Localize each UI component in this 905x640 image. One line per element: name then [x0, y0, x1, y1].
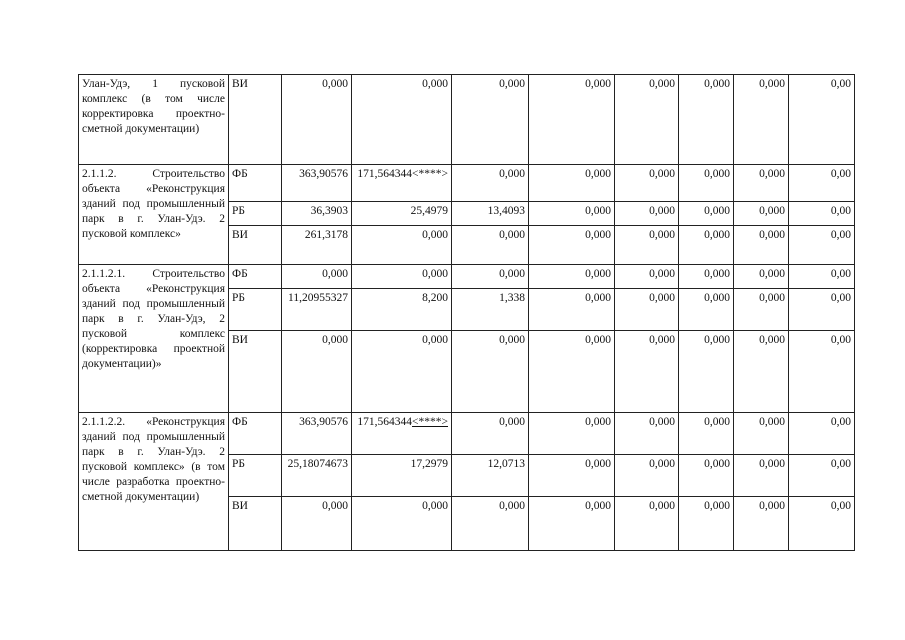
amount-cell	[615, 202, 679, 226]
amount-value: 0,000	[422, 500, 448, 512]
amount-value-continuation: 27	[336, 292, 348, 304]
amount-value: 25,4979	[410, 205, 448, 217]
amount-cell	[529, 165, 615, 202]
amount-cell	[615, 75, 679, 165]
amount-value: 0,000	[649, 458, 675, 470]
amount-value: 0,000	[759, 500, 785, 512]
amount-cell	[789, 413, 855, 455]
amount-cell	[789, 226, 855, 265]
amount-value: 0,000	[585, 416, 611, 428]
amount-value: 0,000	[499, 334, 525, 346]
amount-value: 363,90576	[299, 416, 348, 428]
amount-value: 0,000	[649, 416, 675, 428]
amount-value: 0,000	[585, 334, 611, 346]
amount-cell	[615, 226, 679, 265]
amount-value: 0,000	[322, 334, 348, 346]
funding-source-cell: ВИ	[229, 331, 282, 413]
amount-value: 0,000	[649, 168, 675, 180]
amount-cell	[679, 331, 734, 413]
amount-value: 0,000	[499, 168, 525, 180]
amount-cell	[679, 265, 734, 289]
object-name-cell: 2.1.1.2.1. Строительство объекта «Реконструкция зданий под промышленный парк в г. Улан-Удэ, 2 пусковой комплекс (корректировка проектной документации)»	[79, 265, 229, 413]
amount-value: 0,00	[830, 416, 851, 428]
amount-value: 1,338	[499, 292, 525, 304]
amount-cell	[734, 413, 789, 455]
amount-cell	[352, 413, 452, 455]
amount-cell	[679, 455, 734, 497]
amount-value: 0,000	[322, 78, 348, 90]
amount-value: 0,000	[704, 229, 730, 241]
amount-cell	[352, 289, 452, 331]
amount-cell	[352, 497, 452, 551]
amount-cell	[679, 497, 734, 551]
amount-cell	[679, 165, 734, 202]
amount-value: 0,000	[759, 416, 785, 428]
amount-value: 0,000	[759, 334, 785, 346]
amount-cell	[352, 165, 452, 202]
amount-cell	[734, 331, 789, 413]
financing-table	[78, 74, 855, 551]
amount-cell	[282, 165, 352, 202]
amount-value: 0,000	[759, 205, 785, 217]
funding-source-cell: РБ	[229, 202, 282, 226]
amount-value: 11,209553	[288, 292, 337, 304]
amount-value: 0,000	[759, 78, 785, 90]
amount-value: 0,00	[830, 168, 851, 180]
amount-cell	[529, 413, 615, 455]
funding-source-cell: ФБ	[229, 165, 282, 202]
amount-value: 0,00	[830, 292, 851, 304]
amount-value: 0,000	[499, 78, 525, 90]
amount-value: 0,000	[649, 268, 675, 280]
amount-value: 0,000	[499, 500, 525, 512]
amount-cell	[679, 289, 734, 331]
amount-value-continuation: 73	[336, 458, 348, 470]
amount-cell	[452, 497, 529, 551]
amount-value: 0,000	[649, 292, 675, 304]
amount-cell	[452, 165, 529, 202]
amount-cell	[352, 265, 452, 289]
amount-cell	[452, 265, 529, 289]
amount-cell	[352, 455, 452, 497]
amount-value: 0,000	[322, 268, 348, 280]
amount-value: 0,000	[499, 416, 525, 428]
amount-value: 0,000	[585, 78, 611, 90]
amount-cell	[529, 265, 615, 289]
funding-source-cell: ФБ	[229, 413, 282, 455]
amount-cell	[282, 289, 352, 331]
amount-cell	[789, 265, 855, 289]
amount-cell	[282, 226, 352, 265]
amount-cell	[734, 202, 789, 226]
amount-value: 0,00	[830, 205, 851, 217]
amount-cell	[679, 226, 734, 265]
amount-cell	[734, 75, 789, 165]
amount-cell	[352, 75, 452, 165]
amount-value: 0,000	[422, 229, 448, 241]
amount-value: 0,000	[759, 458, 785, 470]
amount-cell	[789, 289, 855, 331]
amount-cell	[529, 202, 615, 226]
amount-cell	[679, 202, 734, 226]
amount-cell	[615, 413, 679, 455]
amount-value: 0,000	[585, 458, 611, 470]
amount-cell	[615, 289, 679, 331]
amount-value: 0,000	[704, 334, 730, 346]
amount-value: 12,0713	[487, 458, 525, 470]
funding-source-cell: ВИ	[229, 75, 282, 165]
amount-cell	[529, 289, 615, 331]
table-row	[79, 413, 855, 455]
amount-cell	[282, 265, 352, 289]
object-name-cell: Улан-Удэ, 1 пусковой комплекс (в том числе корректировка проектно-сметной документации)	[79, 75, 229, 165]
amount-value: 363,90576	[299, 168, 348, 180]
amount-value: 0,000	[422, 78, 448, 90]
amount-cell	[452, 226, 529, 265]
amount-value: 13,4093	[487, 205, 525, 217]
amount-cell	[734, 226, 789, 265]
amount-value: 0,000	[422, 268, 448, 280]
table-row	[79, 75, 855, 165]
amount-cell	[352, 202, 452, 226]
amount-cell	[529, 455, 615, 497]
amount-cell	[452, 413, 529, 455]
amount-cell	[452, 455, 529, 497]
amount-cell	[452, 289, 529, 331]
amount-value: 0,000	[649, 78, 675, 90]
amount-cell	[282, 75, 352, 165]
amount-value: 0,000	[704, 458, 730, 470]
amount-cell	[734, 455, 789, 497]
amount-value: 0,000	[704, 292, 730, 304]
amount-value: 0,000	[704, 78, 730, 90]
funding-source-cell: ВИ	[229, 497, 282, 551]
amount-cell	[452, 202, 529, 226]
amount-cell	[789, 75, 855, 165]
amount-cell	[282, 497, 352, 551]
amount-value: 0,000	[649, 334, 675, 346]
amount-cell	[282, 413, 352, 455]
amount-value: 171,564344	[357, 416, 413, 428]
amount-cell	[282, 455, 352, 497]
amount-value: 0,000	[704, 168, 730, 180]
object-name-cell: 2.1.1.2.2. «Реконструкция зданий под промышленный парк в г. Улан-Удэ. 2 пусковой комплекс» (в том числе разработка проектно-сметной документации)	[79, 413, 229, 551]
amount-value: 0,000	[499, 229, 525, 241]
amount-value: 8,200	[422, 292, 448, 304]
amount-cell	[452, 331, 529, 413]
amount-cell	[615, 455, 679, 497]
amount-value: 25,180746	[287, 458, 337, 470]
amount-cell	[615, 265, 679, 289]
amount-value: 0,00	[830, 500, 851, 512]
amount-value: 261,3178	[304, 229, 348, 241]
amount-value: 0,000	[585, 229, 611, 241]
funding-source-cell: ВИ	[229, 226, 282, 265]
object-name-cell: 2.1.1.2. Строительство объекта «Реконструкция зданий под промышленный парк в г. Улан-Удэ. 2 пусковой комплекс»	[79, 165, 229, 265]
amount-value: 0,000	[759, 268, 785, 280]
amount-value: 36,3903	[310, 205, 348, 217]
amount-value: 0,000	[649, 229, 675, 241]
amount-cell	[615, 331, 679, 413]
amount-cell	[282, 331, 352, 413]
amount-value: 0,000	[322, 500, 348, 512]
amount-cell	[679, 75, 734, 165]
amount-cell	[734, 289, 789, 331]
amount-cell	[529, 75, 615, 165]
amount-value: 0,000	[585, 205, 611, 217]
amount-cell	[789, 331, 855, 413]
amount-cell	[529, 497, 615, 551]
amount-cell	[352, 226, 452, 265]
amount-value: 0,00	[830, 78, 851, 90]
table-row	[79, 165, 855, 202]
amount-value: 0,000	[649, 205, 675, 217]
amount-cell	[734, 497, 789, 551]
funding-source-cell: ФБ	[229, 265, 282, 289]
footnote-marker: <****>	[412, 416, 448, 428]
amount-value: 0,000	[499, 268, 525, 280]
amount-value: 0,00	[830, 268, 851, 280]
amount-cell	[789, 165, 855, 202]
amount-value: 0,000	[704, 268, 730, 280]
amount-cell	[529, 331, 615, 413]
amount-value: 0,000	[704, 205, 730, 217]
amount-cell	[734, 165, 789, 202]
amount-value: 0,000	[759, 292, 785, 304]
amount-value: 0,000	[649, 500, 675, 512]
amount-cell	[734, 265, 789, 289]
amount-cell	[789, 202, 855, 226]
amount-value: 0,000	[585, 268, 611, 280]
table-row	[79, 265, 855, 289]
amount-value: 171,564344	[357, 168, 413, 180]
amount-value: 0,00	[830, 458, 851, 470]
amount-value: 0,000	[759, 229, 785, 241]
amount-value: 0,000	[585, 500, 611, 512]
amount-value: 0,000	[585, 292, 611, 304]
funding-source-cell: РБ	[229, 455, 282, 497]
amount-value: 0,00	[830, 334, 851, 346]
amount-value: 0,00	[830, 229, 851, 241]
amount-value: 0,000	[704, 416, 730, 428]
amount-cell	[615, 165, 679, 202]
amount-cell	[282, 202, 352, 226]
amount-value: 0,000	[585, 168, 611, 180]
amount-value: 0,000	[704, 500, 730, 512]
amount-cell	[352, 331, 452, 413]
amount-cell	[452, 75, 529, 165]
footnote-marker: <****>	[412, 168, 448, 180]
amount-cell	[789, 497, 855, 551]
amount-value: 0,000	[422, 334, 448, 346]
amount-value: 17,2979	[410, 458, 448, 470]
amount-cell	[789, 455, 855, 497]
amount-cell	[529, 226, 615, 265]
funding-source-cell: РБ	[229, 289, 282, 331]
amount-value: 0,000	[759, 168, 785, 180]
amount-cell	[679, 413, 734, 455]
amount-cell	[615, 497, 679, 551]
